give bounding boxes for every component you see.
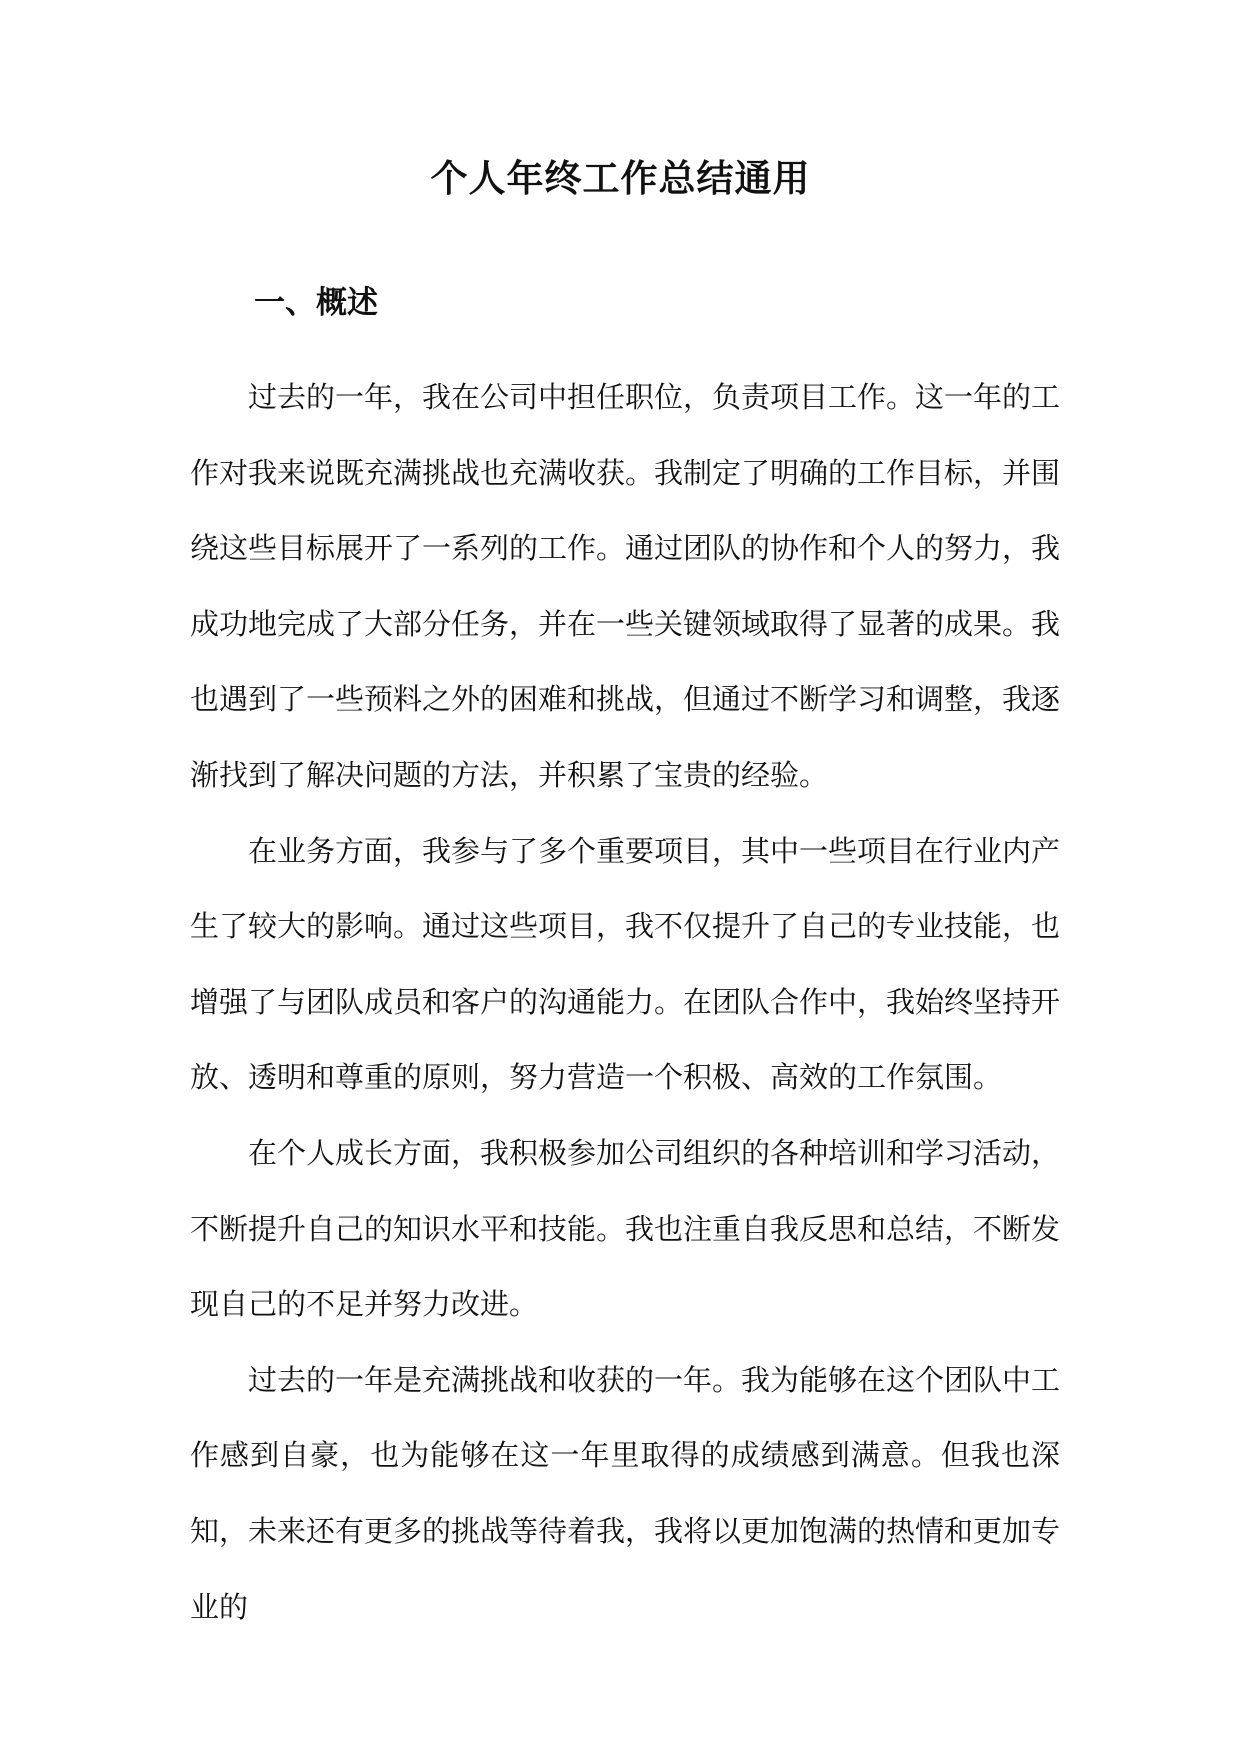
paragraph: 在个人成长方面，我积极参加公司组织的各种培训和学习活动，不断提升自己的知识水平和技能。我也注重自我反思和总结，不断发现自己的不足并努力改进。 (190, 1135, 1061, 1322)
paragraph: 过去的一年，我在公司中担任职位，负责项目工作。这一年的工作对我来说既充满挑战也充满收获。我制定了明确的工作目标，并围绕这些目标展开了一系列的工作。通过团队的协作和个人的努力，我成功地完成了大部分任务，并在一些关键领域取得了显著的成果。我也遇到了一些预料之外的困难和挑战，但通过不断学习和调整，我逐渐找到了解决问题的方法，并积累了宝贵的经验。 (190, 380, 1061, 792)
paragraph: 过去的一年是充满挑战和收获的一年。我为能够在这个团队中工作感到自豪，也为能够在这一年里取得的成绩感到满意。但我也深知，未来还有更多的挑战等待着我，我将以更加饱满的热情和更加专业的 (190, 1362, 1061, 1624)
section-heading: 一、概述 (254, 285, 378, 321)
paragraph: 在业务方面，我参与了多个重要项目，其中一些项目在行业内产生了较大的影响。通过这些项目，我不仅提升了自己的专业技能，也增强了与团队成员和客户的沟通能力。在团队合作中，我始终坚持开放、透明和尊重的原则，努力营造一个积极、高效的工作氛围。 (190, 833, 1061, 1095)
document-body (190, 360, 1060, 1645)
document-title: 个人年终工作总结通用 (430, 156, 811, 200)
